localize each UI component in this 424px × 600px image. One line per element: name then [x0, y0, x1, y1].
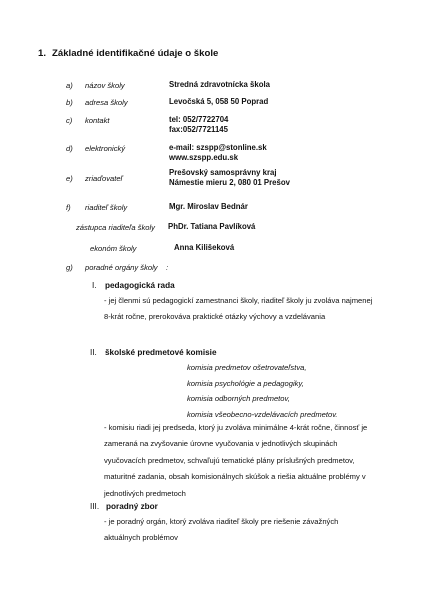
value-line: www.szspp.edu.sk — [169, 153, 239, 162]
advisory-bodies-label: poradné orgány školy — [85, 263, 158, 272]
section-numeral: III. — [90, 502, 100, 511]
field-value-electronic — [169, 143, 267, 163]
field-letter: e) — [66, 174, 73, 183]
economist-value: Anna Kilišeková — [174, 243, 235, 252]
field-letter: f) — [66, 203, 71, 212]
section-text-advisory-board: - je poradný orgán, ktorý zvoláva riaditeľ školy pre riešenie závažných aktuálnych problémov — [104, 517, 339, 543]
commission-item: komisia predmetov ošetrovateľstva, — [187, 363, 307, 372]
section-number: 1. — [38, 48, 47, 59]
value-line: e-mail: szspp@stonline.sk — [169, 143, 267, 152]
section-text-subject-commissions: - komisiu riadi jej predseda, ktorý ju zvoláva minimálne 4-krát ročne, činnosť je zameraná na zvyšovanie úrovne vyučovania v jednotlivých skupinách vyučovacích predmetov, schvaľujú tematické plány príslušných predmetov, maturitné zadania, obsah komisionálnych skúšok a riešia aktuálne problémy v jednotlivých predmetoch — [104, 423, 368, 498]
value-line: Levočská 5, 058 50 Poprad — [169, 97, 269, 106]
value-line: Námestie mieru 2, 080 01 Prešov — [169, 178, 290, 187]
deputy-label: zástupca riaditeľa školy — [76, 223, 155, 232]
section-numeral: I. — [92, 281, 97, 290]
section-text-pedagogical-council: - jej členmi sú pedagogickí zamestnanci školy, riaditeľ školy ju zvoláva najmenej 8-krát ročne, prerokováva praktické otázky výchovy a vzdelávania — [104, 296, 373, 322]
section-title-advisory-board: poradný zbor — [106, 502, 158, 511]
field-label: kontakt — [85, 116, 110, 125]
field-letter: d) — [66, 144, 73, 153]
value-line: fax:052/7721145 — [169, 125, 228, 134]
field-value-founder — [169, 168, 290, 188]
field-label: elektronický — [85, 144, 126, 153]
advisory-bodies-colon: : — [166, 263, 169, 272]
field-letter: a) — [66, 81, 73, 90]
page-title: Základné identifikačné údaje o škole — [52, 48, 219, 59]
field-letter: b) — [66, 98, 73, 107]
commission-item: komisia odborných predmetov, — [187, 394, 290, 403]
value-line: Stredná zdravotnícka škola — [169, 80, 270, 89]
deputy-value: PhDr. Tatiana Pavlíková — [168, 222, 256, 231]
field-value-address — [169, 97, 268, 107]
field-letter: g) — [66, 263, 73, 272]
section-title-subject-commissions: školské predmetové komisie — [105, 348, 217, 357]
field-value-school-name — [169, 80, 270, 90]
field-letter: c) — [66, 116, 73, 125]
section-numeral: II. — [90, 348, 97, 357]
field-label: zriaďovateľ — [85, 174, 123, 183]
section-title-pedagogical-council: pedagogická rada — [105, 281, 175, 290]
field-value-contact — [169, 115, 228, 135]
field-label: adresa školy — [85, 98, 128, 107]
economist-label: ekonóm školy — [90, 244, 137, 253]
field-label: názov školy — [85, 81, 125, 90]
commission-item: komisia psychológie a pedagogiky, — [187, 378, 304, 388]
field-label: riaditeľ školy — [85, 203, 128, 212]
commission-list — [187, 360, 338, 422]
value-line: Mgr. Miroslav Bednár — [169, 202, 248, 211]
field-value-director — [169, 202, 248, 212]
commission-item: komisia všeobecno-vzdelávacích predmetov. — [187, 409, 338, 419]
value-line: Prešovský samosprávny kraj — [169, 168, 277, 177]
value-line: tel: 052/7722704 — [169, 115, 229, 124]
